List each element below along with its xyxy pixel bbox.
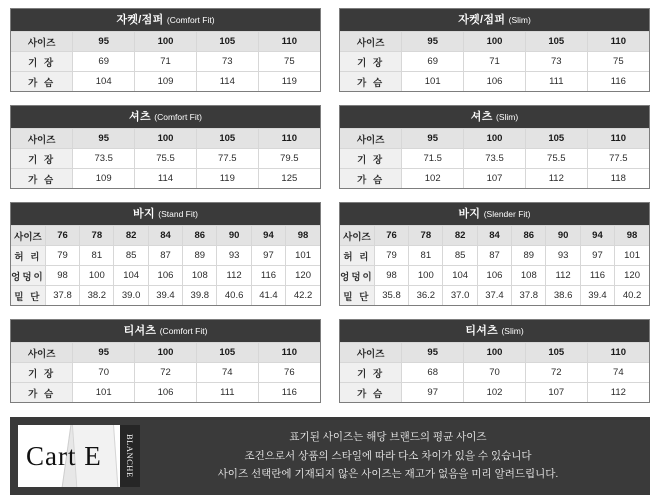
table-header-cell: 76 xyxy=(374,226,408,246)
size-table-title-main: 티셔츠 xyxy=(465,325,499,338)
table-row xyxy=(340,266,649,286)
table-cell: 73 xyxy=(196,52,258,72)
size-table-title xyxy=(340,320,649,342)
table-header-cell: 105 xyxy=(525,343,587,363)
table-cell: 71 xyxy=(464,52,526,72)
table-header-size-label: 사이즈 xyxy=(11,129,73,149)
table-cell: 37.4 xyxy=(477,286,511,306)
size-table-title-sub: (Comfort Fit) xyxy=(154,112,202,123)
size-table-title-main: 티셔츠 xyxy=(123,325,157,338)
table-header-cell: 105 xyxy=(525,129,587,149)
table-cell: 116 xyxy=(587,72,649,92)
table-row-label: 엉덩이 xyxy=(11,266,45,286)
table-cell: 75 xyxy=(258,52,320,72)
table-row xyxy=(340,246,649,266)
table-cell: 75.5 xyxy=(135,149,197,169)
table-row xyxy=(11,52,320,72)
table-cell: 102 xyxy=(402,169,464,189)
table-cell: 112 xyxy=(217,266,251,286)
table-cell: 101 xyxy=(286,246,320,266)
table-cell: 104 xyxy=(443,266,477,286)
table-cell: 120 xyxy=(615,266,649,286)
table-cell: 125 xyxy=(258,169,320,189)
table-cell: 98 xyxy=(374,266,408,286)
table-cell: 70 xyxy=(464,363,526,383)
table-cell: 107 xyxy=(464,169,526,189)
table-header-cell: 110 xyxy=(587,343,649,363)
table-cell: 77.5 xyxy=(587,149,649,169)
table-row xyxy=(340,363,649,383)
table-row-label: 가 슴 xyxy=(340,383,402,403)
table-header-cell: 95 xyxy=(73,343,135,363)
table-header-row xyxy=(11,226,320,246)
table-row xyxy=(11,169,320,189)
table-cell: 101 xyxy=(73,383,135,403)
table-header-cell: 84 xyxy=(148,226,182,246)
table-header-size-label: 사이즈 xyxy=(340,226,374,246)
table-cell: 98 xyxy=(45,266,79,286)
table-header-cell: 105 xyxy=(196,343,258,363)
table-row xyxy=(340,52,649,72)
table-cell: 114 xyxy=(196,72,258,92)
table-header-cell: 95 xyxy=(402,32,464,52)
table-cell: 111 xyxy=(525,72,587,92)
size-table-title-sub: (Slim) xyxy=(501,326,524,337)
table-cell: 41.4 xyxy=(251,286,285,306)
table-cell: 114 xyxy=(135,169,197,189)
table-row-label: 가 슴 xyxy=(11,169,73,189)
table-cell: 38.6 xyxy=(546,286,580,306)
table-header-cell: 105 xyxy=(525,32,587,52)
size-table-title-main: 셔츠 xyxy=(470,111,493,124)
table-cell: 97 xyxy=(580,246,614,266)
table-header-cell: 84 xyxy=(477,226,511,246)
size-table xyxy=(10,105,321,189)
size-table-grid xyxy=(340,128,649,188)
table-cell: 116 xyxy=(258,383,320,403)
size-table-title-main: 자켓/점퍼 xyxy=(458,14,506,26)
table-cell: 75.5 xyxy=(525,149,587,169)
table-cell: 73.5 xyxy=(464,149,526,169)
footer-note-line: 조건으로서 상품의 스타일에 따라 다소 차이가 있을 수 있습니다 xyxy=(244,449,532,462)
table-row-label: 기 장 xyxy=(11,149,73,169)
table-cell: 102 xyxy=(464,383,526,403)
table-header-cell: 94 xyxy=(580,226,614,246)
size-table xyxy=(339,8,650,92)
size-table-grid xyxy=(11,128,320,188)
table-cell: 119 xyxy=(196,169,258,189)
table-row-label: 허 리 xyxy=(11,246,45,266)
table-cell: 79.5 xyxy=(258,149,320,169)
table-header-size-label: 사이즈 xyxy=(11,32,73,52)
table-cell: 97 xyxy=(251,246,285,266)
table-cell: 116 xyxy=(580,266,614,286)
table-header-cell: 98 xyxy=(286,226,320,246)
logo-vertical-text xyxy=(120,425,140,487)
table-header-cell: 76 xyxy=(45,226,79,246)
table-header-cell: 110 xyxy=(258,129,320,149)
table-row xyxy=(11,72,320,92)
table-cell: 39.0 xyxy=(114,286,148,306)
table-cell: 109 xyxy=(73,169,135,189)
table-header-cell: 82 xyxy=(114,226,148,246)
table-row xyxy=(11,266,320,286)
table-cell: 75 xyxy=(587,52,649,72)
table-cell: 72 xyxy=(525,363,587,383)
table-cell: 87 xyxy=(148,246,182,266)
table-cell: 104 xyxy=(114,266,148,286)
table-row xyxy=(11,286,320,306)
size-table-title-main: 바지 xyxy=(133,208,155,221)
table-row xyxy=(340,149,649,169)
table-header-row xyxy=(11,343,320,363)
table-header-cell: 100 xyxy=(464,129,526,149)
size-table-title-sub: (Slim) xyxy=(496,112,519,123)
size-table xyxy=(339,202,650,306)
table-cell: 73 xyxy=(525,52,587,72)
table-cell: 74 xyxy=(196,363,258,383)
table-cell: 101 xyxy=(615,246,649,266)
table-cell: 109 xyxy=(135,72,197,92)
table-header-cell: 78 xyxy=(80,226,114,246)
size-table-title xyxy=(11,203,320,225)
logo-wordmark: Cart E xyxy=(26,440,102,471)
table-cell: 106 xyxy=(464,72,526,92)
table-cell: 69 xyxy=(73,52,135,72)
table-row-label: 기 장 xyxy=(340,52,402,72)
table-cell: 116 xyxy=(251,266,285,286)
size-table-title-sub: (Slim) xyxy=(508,15,531,25)
table-header-cell: 100 xyxy=(464,343,526,363)
table-cell: 79 xyxy=(45,246,79,266)
table-cell: 97 xyxy=(402,383,464,403)
logo-vertical-label: BLANCHE xyxy=(125,434,135,478)
table-header-cell: 110 xyxy=(587,32,649,52)
table-cell: 120 xyxy=(286,266,320,286)
size-table xyxy=(10,8,321,92)
table-cell: 37.8 xyxy=(512,286,546,306)
table-cell: 71 xyxy=(135,52,197,72)
table-cell: 106 xyxy=(477,266,511,286)
size-table-grid xyxy=(11,342,320,402)
table-row xyxy=(11,383,320,403)
table-cell: 71.5 xyxy=(402,149,464,169)
table-cell: 40.2 xyxy=(615,286,649,306)
table-row-label: 가 슴 xyxy=(11,72,73,92)
size-table-title-sub: (Stand Fit) xyxy=(158,209,198,220)
table-cell: 100 xyxy=(409,266,443,286)
size-table-title xyxy=(340,203,649,225)
table-cell: 42.2 xyxy=(286,286,320,306)
table-cell: 70 xyxy=(73,363,135,383)
table-cell: 37.8 xyxy=(45,286,79,306)
table-row-label: 가 슴 xyxy=(11,383,73,403)
table-header-cell: 100 xyxy=(135,32,197,52)
table-row-label: 기 장 xyxy=(11,363,73,383)
table-row xyxy=(340,286,649,306)
size-table-title xyxy=(11,320,320,342)
table-header-cell: 78 xyxy=(409,226,443,246)
table-row-label: 기 장 xyxy=(340,149,402,169)
table-cell: 76 xyxy=(258,363,320,383)
table-row-label: 엉덩이 xyxy=(340,266,374,286)
table-header-cell: 95 xyxy=(73,32,135,52)
size-table xyxy=(339,105,650,189)
table-cell: 36.2 xyxy=(409,286,443,306)
table-header-row xyxy=(340,32,649,52)
size-table-grid xyxy=(340,342,649,402)
footer-banner xyxy=(10,417,650,495)
table-cell: 81 xyxy=(80,246,114,266)
table-header-cell: 94 xyxy=(251,226,285,246)
table-cell: 72 xyxy=(135,363,197,383)
size-table-grid xyxy=(340,225,649,305)
table-row xyxy=(11,363,320,383)
table-header-cell: 100 xyxy=(135,343,197,363)
table-cell: 85 xyxy=(443,246,477,266)
footer-note xyxy=(140,428,650,483)
table-cell: 39.4 xyxy=(148,286,182,306)
size-table-title-main: 셔츠 xyxy=(129,111,151,124)
table-cell: 89 xyxy=(183,246,217,266)
table-row-label: 가 슴 xyxy=(340,72,402,92)
table-header-row xyxy=(340,129,649,149)
table-header-cell: 82 xyxy=(443,226,477,246)
table-header-size-label: 사이즈 xyxy=(340,129,402,149)
table-cell: 118 xyxy=(587,169,649,189)
table-row-label: 기 장 xyxy=(340,363,402,383)
table-row xyxy=(11,149,320,169)
table-header-cell: 95 xyxy=(402,129,464,149)
size-table-grid xyxy=(11,31,320,91)
table-header-cell: 105 xyxy=(196,129,258,149)
table-header-row xyxy=(340,343,649,363)
table-cell: 79 xyxy=(374,246,408,266)
table-cell: 112 xyxy=(546,266,580,286)
size-table-title xyxy=(11,106,320,128)
table-row-label: 밑 단 xyxy=(340,286,374,306)
size-table-title-main: 자켓/점퍼 xyxy=(116,14,164,26)
table-cell: 89 xyxy=(512,246,546,266)
table-header-row xyxy=(11,32,320,52)
size-table-title xyxy=(11,9,320,31)
table-header-size-label: 사이즈 xyxy=(11,343,73,363)
table-cell: 39.8 xyxy=(183,286,217,306)
size-table-title xyxy=(340,9,649,31)
table-header-cell: 95 xyxy=(402,343,464,363)
table-cell: 108 xyxy=(512,266,546,286)
table-cell: 87 xyxy=(477,246,511,266)
size-tables-grid xyxy=(10,8,650,403)
footer-note-line: 사이즈 선택란에 기재되지 않은 사이즈는 재고가 없음을 미리 알려드립니다. xyxy=(217,468,559,481)
table-cell: 119 xyxy=(258,72,320,92)
table-header-cell: 110 xyxy=(258,32,320,52)
table-cell: 77.5 xyxy=(196,149,258,169)
table-header-cell: 105 xyxy=(196,32,258,52)
table-header-size-label: 사이즈 xyxy=(340,343,402,363)
table-header-cell: 86 xyxy=(512,226,546,246)
table-cell: 101 xyxy=(402,72,464,92)
size-table xyxy=(339,319,650,403)
table-header-cell: 100 xyxy=(135,129,197,149)
table-cell: 93 xyxy=(546,246,580,266)
table-row xyxy=(340,169,649,189)
table-row-label: 허 리 xyxy=(340,246,374,266)
brand-logo xyxy=(18,425,140,487)
table-cell: 104 xyxy=(73,72,135,92)
table-cell: 35.8 xyxy=(374,286,408,306)
table-cell: 73.5 xyxy=(73,149,135,169)
table-cell: 93 xyxy=(217,246,251,266)
size-table-grid xyxy=(340,31,649,91)
table-cell: 68 xyxy=(402,363,464,383)
table-cell: 38.2 xyxy=(80,286,114,306)
table-cell: 112 xyxy=(525,169,587,189)
table-cell: 85 xyxy=(114,246,148,266)
table-cell: 106 xyxy=(148,266,182,286)
size-table xyxy=(10,319,321,403)
table-row xyxy=(11,246,320,266)
table-header-cell: 86 xyxy=(183,226,217,246)
table-cell: 100 xyxy=(80,266,114,286)
size-table-grid xyxy=(11,225,320,305)
table-header-cell: 110 xyxy=(258,343,320,363)
table-header-cell: 110 xyxy=(587,129,649,149)
table-row-label: 가 슴 xyxy=(340,169,402,189)
footer-note-line: 표기된 사이즈는 해당 브랜드의 평균 사이즈 xyxy=(289,431,487,444)
size-table-title-main: 바지 xyxy=(458,208,481,221)
table-header-cell: 100 xyxy=(464,32,526,52)
table-cell: 40.6 xyxy=(217,286,251,306)
table-row-label: 밑 단 xyxy=(11,286,45,306)
size-table-title-sub: (Slender Fit) xyxy=(483,209,531,220)
table-cell: 37.0 xyxy=(443,286,477,306)
table-cell: 108 xyxy=(183,266,217,286)
table-header-cell: 95 xyxy=(73,129,135,149)
table-cell: 112 xyxy=(587,383,649,403)
table-cell: 111 xyxy=(196,383,258,403)
table-cell: 74 xyxy=(587,363,649,383)
size-table-title xyxy=(340,106,649,128)
table-row xyxy=(340,383,649,403)
table-header-cell: 90 xyxy=(217,226,251,246)
table-header-cell: 90 xyxy=(546,226,580,246)
table-header-size-label: 사이즈 xyxy=(340,32,402,52)
table-cell: 81 xyxy=(409,246,443,266)
table-cell: 69 xyxy=(402,52,464,72)
table-header-row xyxy=(11,129,320,149)
table-header-cell: 98 xyxy=(615,226,649,246)
size-table xyxy=(10,202,321,306)
table-row xyxy=(340,72,649,92)
table-row-label: 기 장 xyxy=(11,52,73,72)
size-table-title-sub: (Comfort Fit) xyxy=(166,15,215,25)
table-header-size-label: 사이즈 xyxy=(11,226,45,246)
table-cell: 107 xyxy=(525,383,587,403)
table-cell: 106 xyxy=(135,383,197,403)
size-table-title-sub: (Comfort Fit) xyxy=(159,326,208,337)
table-cell: 39.4 xyxy=(580,286,614,306)
table-header-row xyxy=(340,226,649,246)
